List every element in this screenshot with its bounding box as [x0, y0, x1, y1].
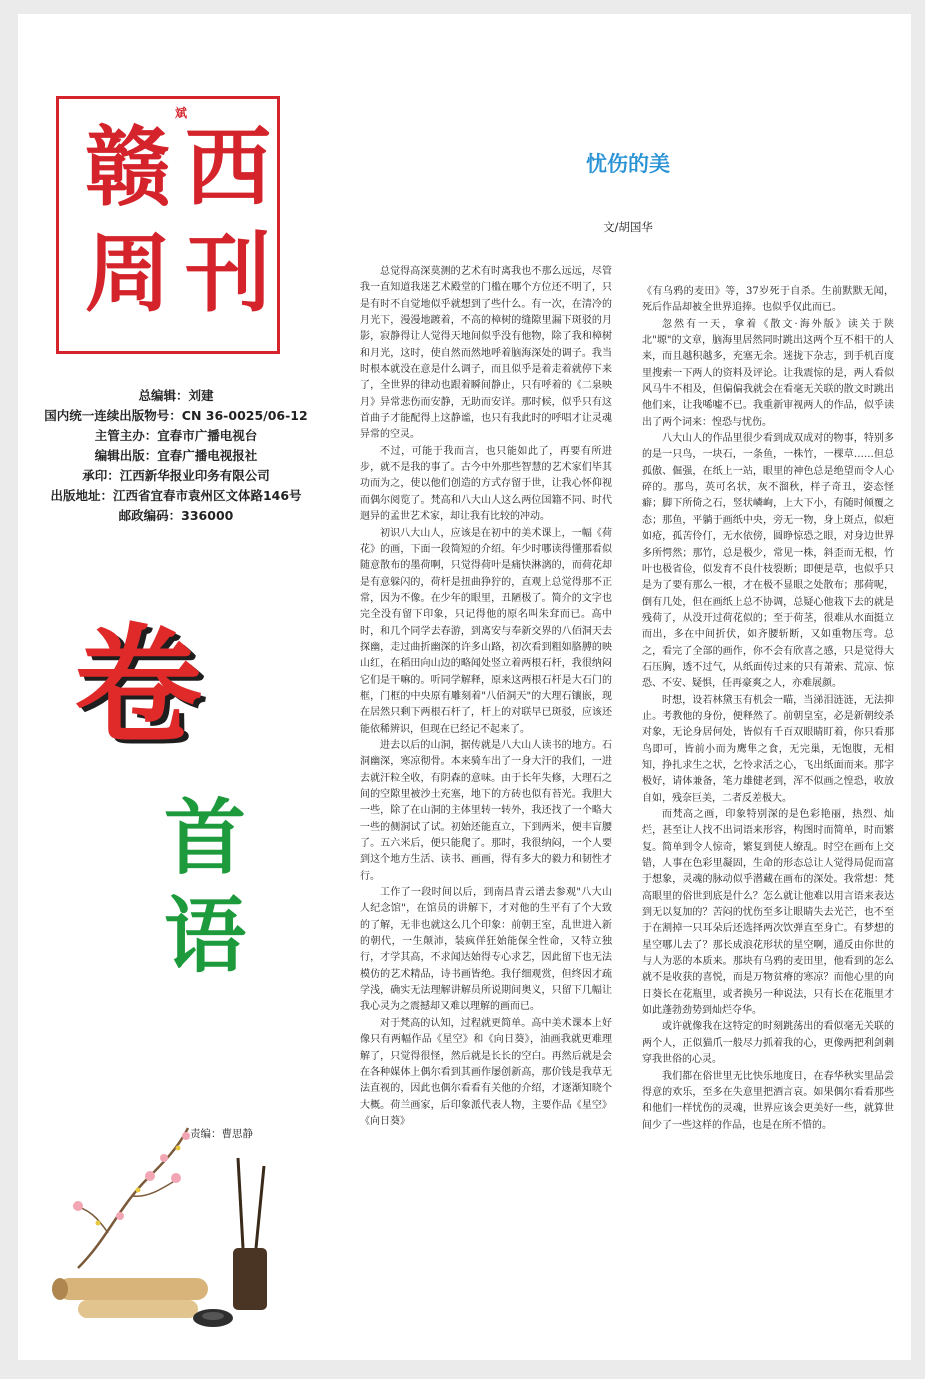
article-paragraph: 进去以后的山洞，据传就是八大山人读书的地方。石洞幽深，寒凉彻骨。本来骑车出了一身大汗的我们，一进去就汗粒全收，有阴森的意味。由于长年失修，大理石之间的空隙里被沙土充塞，地下的方砖也似有苔光。我胆大一些，除了在山洞的主体里转一转外，我还找了一个略大一些的侧洞试了试。初始还能直立，下到两米，便丰盲腰了。五六米后，便只能爬了。那时，我很纳闷，一个人要到这个地方生活、读书、画画，得有多大的毅力和韧性才行。: [360, 739, 612, 882]
imprint-serial-number: 国内统一连续出版物号：CN 36-0025/06-12: [44, 408, 308, 423]
brush: [238, 1158, 243, 1248]
article-paragraph: 或许就像我在这特定的时刻跳荡出的看似毫无关联的两个人，正似猫爪一般尽力抓着我的心，更像两把利剑刺穿我世俗的心灵。: [642, 1021, 894, 1066]
imprint-block: [26, 386, 326, 526]
masthead-seal: 斌: [175, 106, 188, 120]
article-paragraph: 八大山人的作品里很少看到成双成对的物事，特别多的是一只鸟，一块石，一条鱼，一株竹，一棵草……但总孤傲、倔强，在纸上一站，眼里的神色总是绝望而令人心碎的。那鸟，英可名状，灰不溜秋，样子奇丑，姿态怪癖；脚下所倚之石，竖状嶙峋，上大下小，有随时倾覆之态；那鱼，平躺于画纸中央，旁无一物，身上斑点，似疤如疮，孤苦伶仃，无水依傍，圆睁惊恐之眼，对身边世界多所愕然；那竹，总是极少，常见一株，斜歪而无根，竹叶也极省俭，似发育不良什枝裂断；即便是草，也似乎只是为了要有那么一根，才在极不显眼之处散布；那荷呢，倒有几处，但在画纸上总不协调，总疑心他栽下去的就是残荷了，从没开过荷花似的；至于荷茎，很难从水面挺立而出，多在中间折伏，如齐腰斩断，又如重物压弯。总之，看完了全部的画作，你不会有欣喜之感，只是觉得大石压胸，透不过气，从纸面传过来的只有萧索、荒凉、惊恐、不安、疑惧，任再豪爽之人，亦难展颜。: [642, 433, 894, 690]
yellow-bud: [136, 1188, 141, 1193]
article-column-left: [360, 264, 612, 1314]
brush-pot: [233, 1248, 267, 1310]
masthead-char-zhou: 周: [85, 223, 171, 324]
brush: [256, 1166, 264, 1248]
newspaper-page: [18, 14, 911, 1360]
article-title: 忧伤的美: [586, 152, 670, 176]
article-byline: 文/胡国华: [603, 220, 653, 234]
plum-blossom: [171, 1173, 181, 1183]
article-paragraph: 初识八大山人，应该是在初中的美术课上，一幅《荷花》的画，下面一段简短的介绍。年少时哪读得懂那看似随意散布的墨荷啊，只觉得荷叶是痛快淋漓的，而荷花却是有意躲闪的，荷杆是扭曲狰狞的，直观上总觉得那不正常，因为不像。在少年的眼里，丑陋极了。简介的文字也完全没有留下印象，只记得他的原名叫朱耷而已。高中时，和几个同学去春游，到离安与奉新交界的八佰洞天去探幽，走过曲折幽深的许多山路，初次看到粗如胳膊的映山红，在稻田向山边的略闻处竖立着两根石杆，我很纳闷它们是干嘛的。听同学解释，原来这两根石杆是大石门的框，门框的中央原有雕刻着"八佰洞天"的大理石镶嵌，现在居然只剩下两根石杆了，杆上的对联早已斑驳，应该还能依稀辨识，但现在已经记不起来了。: [360, 527, 612, 735]
article-paragraph: 工作了一段时间以后，到南昌青云谱去参观"八大山人纪念馆"，在馆员的讲解下，才对他的生平有了个大致的了解，无非也就这么几个印象：前朝王室，乱世进入新的朝代，一生颠沛，装疯佯狂始能保全性命，又特立独行，才学其高，不求闻达始得专心求艺，因此留下也无法模仿的艺术精品，诗书画皆绝。我仔细观赏，但终因才疏学浅，确实无法理解讲解员所说期间奥义，只留下几幅让我心灵为之震撼却又难以理解的画而已。: [360, 887, 612, 1013]
article-column-right: [642, 284, 894, 1334]
imprint-address: 出版地址：江西省宜春市袁州区文体路146号: [50, 488, 302, 503]
still-life-illustration: [38, 1118, 288, 1338]
plum-branch: [78, 1128, 188, 1268]
article-paragraph: 时想，设若林黛玉有机会一瞄，当涕泪涟涟，无法抑止。考教他的身份，便释然了。前朝皇室，必是新朝绞杀对象，无论身居何处，皆似有千百双眼睛盯着，你只看那鸟即可，皆前小而为鹰隼之食，无完巢，无饱腹，无相知，挣扎求生之状，乞怜求活之心，飞出纸面而来。那字极好，请体兼备，笔力雄健老到，浑不似画之惶恐，收放自如，残奈巨美，二者反差极大。: [642, 694, 894, 804]
plum-blossom: [73, 1201, 83, 1211]
yellow-bud: [96, 1221, 101, 1226]
masthead-char-kan: 刊: [185, 223, 271, 324]
column-title-juan: 卷: [74, 611, 203, 761]
article-paragraph: 对于梵高的认知，过程就更简单。高中美术课本上好像只有两幅作品《星空》和《向日葵》，油画我就更难理解了，只觉得很怪，然后就是长长的空白。再然后就是会在各种媒体上偶尔看到其画作屡创新高，那价钱是我草无法直视的，因此也偶尔看看有关他的介绍，才逐渐知晓个大概。荷兰画家，后印象派代表人物，主要作品《星空》《向日葵》: [360, 1017, 612, 1127]
responsible-editor: 责编：曹思静: [190, 1128, 253, 1140]
imprint-printer: 承印：江西新华报业印务有限公司: [82, 468, 270, 483]
plum-blossom: [160, 1154, 168, 1162]
scroll: [58, 1278, 208, 1300]
masthead-char-gan: 赣: [85, 117, 171, 218]
article-paragraph: 总觉得高深莫测的艺术有时离我也不那么远远，尽管我一直知道我迷艺术殿堂的门槛在哪个方位还不明了，只是有时不自觉地似乎就想到了些什么。有一次，在清冷的月光下，漫漫地踱着，不高的樟树的缝隙里漏下斑驳的月影，寂静得让人觉得天地间似乎没有他物，除了我和樟树和月光，这时，使自然而然地呼着脑海深处的调子。我当时根本就没在意是什么调子，而且似乎是着走着就停下来了，全世界的律动也跟着瞬间静止，只有呼着的《二泉映月》异常悲伤而安静，无助而安详。那时候，似乎只有这首曲子才能配得上这静谧，也只有我此时的呼唱才让灵魂异常的空灵。: [360, 266, 612, 441]
article-paragraph: 我们都在俗世里无比快乐地度日，在春华秋实里品尝得意的欢乐，至多在失意里把酒言哀。如果偶尔看看那些和他们一样忧伤的灵魂，世界应该会更美好一些，就算世间少了一些这样的作品，也是在所不惜的。: [642, 1070, 894, 1131]
article-paragraph: 而梵高之画，印象特别深的是色彩艳丽，热烈、灿烂，甚至让人找不出词语来形容，构图时而简单，时而繁复。简单到令人惊奇，繁复到使人缭乱。时空在画布上交错，人事在色彩里凝固，生命的形态总让人觉得局促而富于想象，灵魂的脉动似乎潜藏在画布的深处。我常想：梵高眼里的俗世到底是什么？怎么就让他难以用言语来表达到无以复加的？苦闷的忧伤至多让眼睛失去光芒，也不至于在割掉一只耳朵后还选择两次饮弹直至身亡。有梦想的星空哪儿去了？那长成浪花形状的星空啊，通反由你世的与人为恶的本质来。那块有乌鸦的麦田里，他看到的怎么就不是收获的喜悦，而是万物贫瘠的寒凉？而他心里的向日葵长在花瓶里，或者换另一种说法，只有长在花瓶里才如此蓬勃劲势到灿烂夺华。: [642, 809, 894, 1017]
scroll: [78, 1300, 198, 1318]
plum-blossom: [182, 1132, 190, 1140]
masthead-char-xi: 西: [185, 117, 271, 218]
imprint-sponsor: 主管主办：宜春市广播电视台: [94, 428, 258, 443]
column-title-yu: 语: [164, 888, 247, 984]
imprint-postcode: 邮政编码：336000: [118, 508, 234, 523]
imprint-chief-editor: 总编辑：刘建: [138, 388, 214, 403]
plum-blossom: [116, 1212, 124, 1220]
column-title-shou: 首: [164, 790, 247, 886]
article-paragraph: 忽然有一天，拿着《散文·海外版》读关于陕北"塬"的文章，脑海里居然同时跳出这两个互不相干的人来，而且越积越多，充塞无余。迷拢下杂志，到手机百度里搜索一下两人的资料及评论。让我震惊的是，两人看似风马牛不相及，但偏偏我就会在看毫无关联的散文时跳出他们来，让我唏嘘不已。我重新审视两人的作品，似乎读出了两个词来：惶恐与忧伤。: [642, 318, 894, 428]
article-paragraph: 不过，可能于我而言，也只能如此了，再要有所进步，就不是我的事了。古今中外那些智慧的艺术家们毕其功而为之，使以他们创造的方式存留于世，让我心怀仰视而偶尔阅览了。梵高和八大山人这么两位国籍不同、时代迥异的孟世艺术家，却让我有比较的冲动。: [360, 445, 612, 523]
plum-blossom: [145, 1171, 155, 1181]
masthead-logo: [56, 96, 280, 354]
article-paragraph: 《有乌鸦的麦田》等，37岁死于自杀。生前默默无闻，死后作品却被全世界追捧。也似乎仅此而已。: [642, 286, 894, 314]
yellow-bud: [176, 1146, 181, 1151]
ink-stone-well: [202, 1312, 224, 1320]
imprint-publisher: 编辑出版：宜春广播电视报社: [94, 448, 258, 463]
scroll-end: [52, 1278, 68, 1300]
